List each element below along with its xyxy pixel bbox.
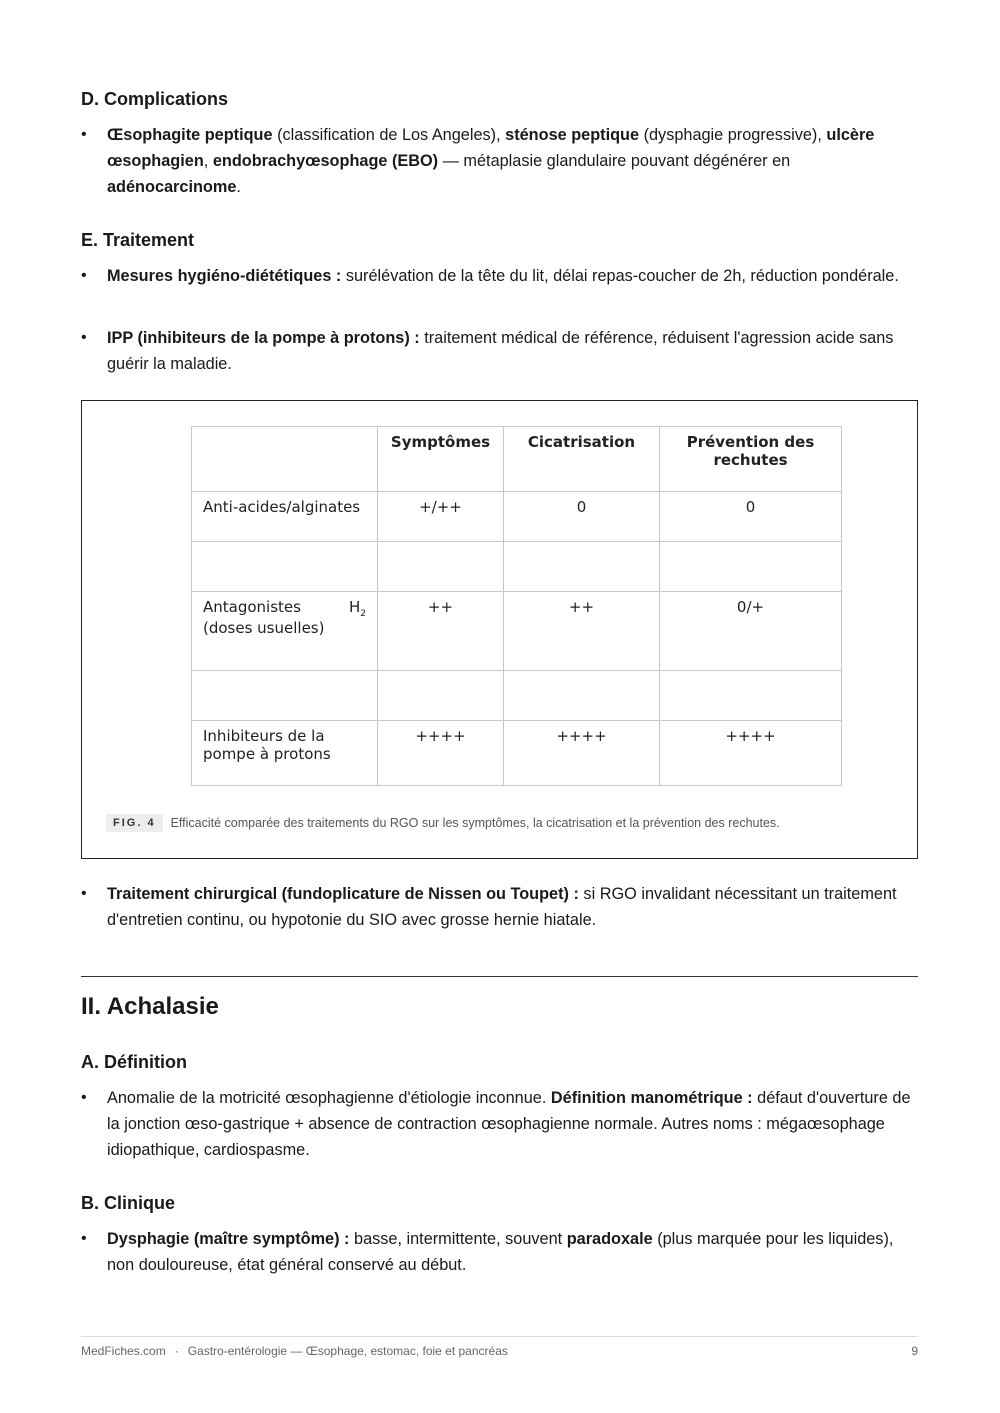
traitement-heading: E. Traitement [81, 230, 195, 250]
footer-subject: Gastro-entérologie — Œsophage, estomac, foie et pancréas [187, 1344, 508, 1358]
traitement-bullet-chirurgical: • Traitement chirurgical (fundoplicature de Nissen ou Toupet) : si RGO invalidant nécessitant un traitement d'entretien continu, ou hypotonie du SIO avec grosse hernie hiatale. [81, 881, 918, 933]
traitement-bullet-hygiene: • Mesures hygiéno-diététiques : surélévation de la tête du lit, délai repas-coucher de 2h, réduction pondérale. [81, 263, 918, 289]
definition-heading: A. Définition [81, 1052, 187, 1072]
row-value: ++++ [660, 721, 842, 786]
row-value: +/++ [378, 492, 504, 542]
row-label: Antagonistes $H_2$ (doses usuelles) [192, 592, 378, 671]
table-row [192, 592, 842, 671]
table-row [192, 721, 842, 786]
row-label: Inhibiteurs de la pompe à protons [192, 721, 378, 786]
treatment-comparison-table [191, 426, 842, 786]
header-cicatrisation: Cicatrisation [504, 427, 660, 492]
bullet-dot: • [81, 267, 87, 284]
row-value: 0 [504, 492, 660, 542]
bullet-dot: • [81, 1089, 87, 1106]
footer-separator: · [174, 1344, 179, 1358]
definition-bullet: • Anomalie de la motricité œsophagienne d'étiologie inconnue. Définition manométrique : défaut d'ouverture de la jonction œso-gastrique + absence de contraction œsophagienne normale. Autres noms : mégaœsophage idiopathique, cardiospasme. [81, 1085, 918, 1163]
figure-caption [106, 814, 780, 832]
row-value: 0/+ [660, 592, 842, 671]
bullet-dot: • [81, 329, 87, 346]
table-spacer-row [192, 671, 842, 721]
header-symptomes: Symptômes [378, 427, 504, 492]
footer-site: MedFiches.com [81, 1344, 166, 1358]
footer-divider [81, 1336, 918, 1337]
figure-caption-text: Efficacité comparée des traitements du RGO sur les symptômes, la cicatrisation et la prévention des rechutes. [170, 816, 780, 830]
complications-heading: D. Complications [81, 89, 229, 109]
figure-4 [81, 400, 918, 859]
row-value: ++++ [378, 721, 504, 786]
row-value: 0 [660, 492, 842, 542]
section-divider [81, 976, 918, 977]
complications-bullet [81, 122, 918, 200]
row-label: Anti-acides/alginates [192, 492, 378, 542]
row-value: ++++ [504, 721, 660, 786]
traitement-bullet-ipp: • IPP (inhibiteurs de la pompe à protons) : traitement médical de référence, réduisent l'agression acide sans guérir la maladie. [81, 325, 918, 377]
table-spacer-row [192, 542, 842, 592]
page-footer [81, 1344, 918, 1358]
complications-text: Œsophagite peptique (classification de Los Angeles), sténose peptique (dysphagie progressive), ulcère œsophagien, endobrachyœsophage (EBO) — métaplasie glandulaire pouvant dégénérer en adénocarcinome. [107, 126, 875, 196]
table-header-row [192, 427, 842, 492]
figure-tag: FIG. 4 [106, 814, 163, 832]
achalasie-title: II. Achalasie [81, 993, 219, 1020]
clinique-heading: B. Clinique [81, 1193, 175, 1213]
table-corner-cell [192, 427, 378, 492]
bullet-dot: • [81, 885, 87, 902]
bullet-dot: • [81, 1230, 87, 1247]
header-prevention: Prévention des rechutes [660, 427, 842, 492]
bullet-dot: • [81, 126, 87, 143]
clinique-bullet: • Dysphagie (maître symptôme) : basse, intermittente, souvent paradoxale (plus marquée pour les liquides), non douloureuse, état général conservé au début. [81, 1226, 918, 1278]
row-value: ++ [378, 592, 504, 671]
page-number: 9 [911, 1344, 918, 1358]
row-value: ++ [504, 592, 660, 671]
table-row [192, 492, 842, 542]
footer-left [81, 1344, 508, 1358]
